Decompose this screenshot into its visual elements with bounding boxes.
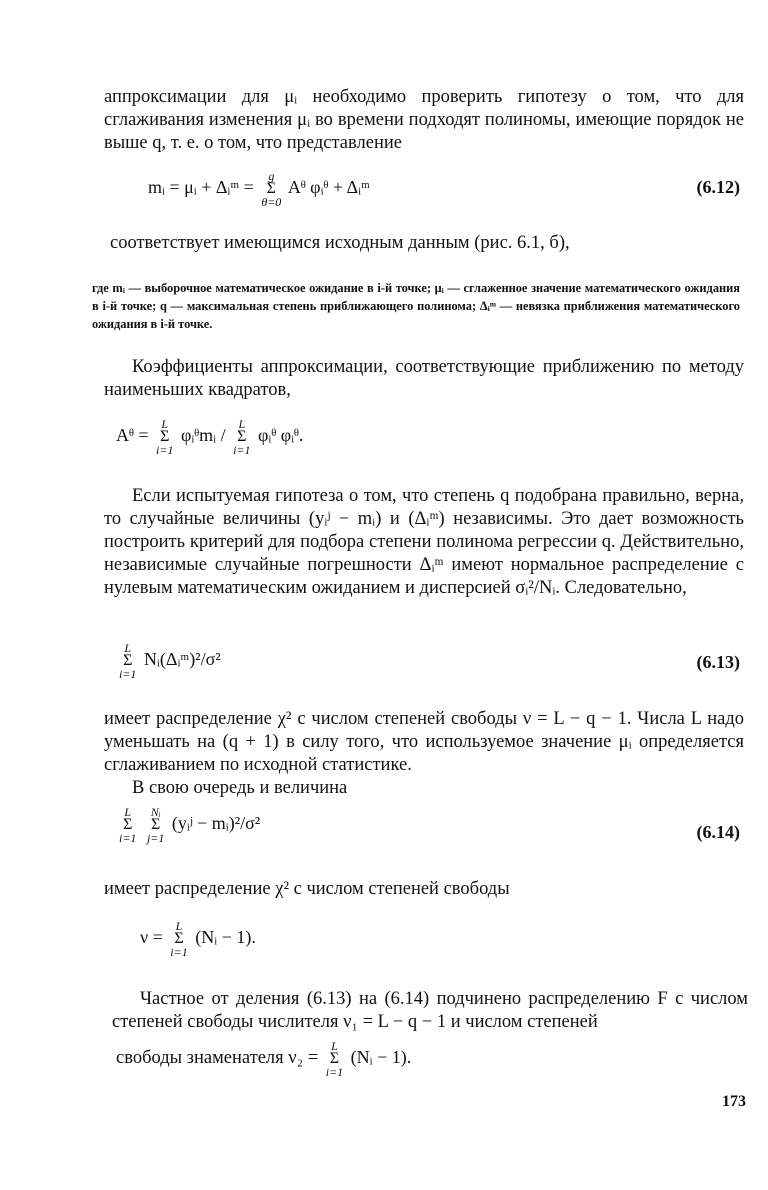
sum-symbol (156, 418, 173, 456)
equation-6-13 (116, 642, 221, 680)
equation-left: ν = (140, 927, 163, 948)
sum-lower-limit: i=1 (233, 443, 251, 457)
paragraph-text: имеет распределение χ² с числом степеней свободы ν = L − q − 1. Числа L надо уменьшать на (q + 1) в силу того, что используемое значение μᵢ определяется сглаживанием по исходной статистике. (104, 709, 744, 775)
sum-upper-limit: L (175, 919, 183, 933)
equation-body: (Nᵢ − 1). (195, 927, 256, 948)
sum-symbol (119, 642, 136, 680)
sigma-glyph: Σ (329, 1050, 340, 1067)
coefficient-formula (116, 418, 303, 456)
nu2-formula (116, 1040, 411, 1078)
paragraph-coefficients (104, 356, 744, 402)
paragraph-hypothesis (104, 485, 744, 600)
sum-upper-limit: L (331, 1039, 338, 1053)
equation-left: Aᶿ = (116, 425, 149, 446)
sigma-glyph: Σ (174, 930, 184, 947)
equation-body: (yᵢʲ − mᵢ)²/σ² (171, 813, 261, 834)
sum-symbol (233, 418, 250, 456)
sum-lower-limit: i=1 (119, 667, 137, 681)
equation-6-14 (116, 806, 260, 844)
sum-symbol (147, 806, 164, 844)
paragraph-text: Если испытуемая гипотеза о том, что степень q подобрана правильно, верна, то случайные величины (yᵢʲ − mᵢ) и (Δᵢᵐ) независимы. Это дает возможность построить критерий для подбора степени полинома регрессии q. Действительно, независимые случайные погрешности Δᵢᵐ имеют нормальное распределение с нулевым математическим ожиданием и дисперсией σᵢ²/Nᵢ. Следовательно, (104, 486, 744, 598)
sum-lower-limit: i=1 (170, 945, 188, 959)
sum-lower-limit: i=1 (119, 831, 137, 845)
sum-lower-limit: i=1 (325, 1065, 344, 1079)
equation-body: (Nᵢ − 1). (350, 1047, 412, 1068)
sum-upper-limit: g (268, 169, 275, 183)
paragraph-text: свободы знаменателя ν₂ = (116, 1048, 319, 1069)
equation-middle: φᵢᶿmᵢ / (180, 425, 226, 446)
sum-lower-limit: θ=0 (261, 195, 282, 209)
paragraph-chi-square (104, 708, 744, 800)
equation-6-12 (148, 170, 370, 208)
sum-upper-limit: L (238, 417, 246, 431)
paragraph-f-distribution (112, 988, 748, 1034)
sum-upper-limit: L (124, 641, 132, 655)
paragraph-text: аппроксимации для μᵢ необходимо проверить гипотезу о том, что для сглаживания изменения μᵢ во времени подходят полиномы, имеющие порядок не выше q, т. е. о том, что представление (104, 87, 744, 153)
paragraph-intro (104, 86, 744, 155)
sum-lower-limit: j=1 (146, 831, 165, 845)
sum-symbol (261, 170, 281, 208)
equation-number: (6.12) (696, 177, 740, 197)
sum-symbol (326, 1040, 343, 1078)
sum-symbol (170, 920, 187, 958)
paragraph-degrees (104, 878, 744, 901)
sigma-glyph: Σ (266, 180, 276, 197)
sigma-glyph: Σ (160, 428, 170, 445)
sigma-glyph: Σ (151, 816, 161, 833)
sigma-glyph: Σ (123, 816, 133, 833)
sigma-glyph: Σ (237, 428, 247, 445)
sum-lower-limit: i=1 (156, 443, 174, 457)
nu-formula (140, 920, 256, 958)
paragraph-text: соответствует имеющимся исходным данным (рис. 6.1, б), (110, 233, 570, 253)
equation-right: Aᶿ φᵢᶿ + Δᵢᵐ (287, 177, 370, 198)
equation-left: mᵢ = μᵢ + Δᵢᵐ = (148, 177, 254, 198)
paragraph-text: имеет распределение χ² с числом степеней свободы (104, 879, 510, 899)
sum-upper-limit: Nᵢ (150, 805, 161, 819)
sum-upper-limit: L (124, 805, 132, 819)
paragraph-text: В свою очередь и величина (132, 778, 348, 798)
footnote (92, 279, 740, 333)
sum-upper-limit: L (161, 417, 169, 431)
equation-number: (6.14) (696, 822, 740, 842)
paragraph-text: Частное от деления (6.13) на (6.14) подчинено распределению F с числом степеней свободы числителя ν₁ = L − q − 1 и числом степеней (112, 989, 748, 1032)
page-number: 173 (722, 1093, 746, 1110)
sigma-glyph: Σ (123, 652, 133, 669)
equation-right: φᵢᶿ φᵢᶿ. (258, 425, 304, 446)
sum-symbol (119, 806, 136, 844)
footnote-text: где mᵢ — выборочное математическое ожидание в i-й точке; μᵢ — сглаженное значение математического ожидания в i-й точке; q — максимальная степень приближающего полинома; Δᵢᵐ — невязка приближения математического ожидания в i-й точке. (92, 281, 740, 331)
equation-body: Nᵢ(Δᵢᵐ)²/σ² (143, 649, 221, 670)
equation-number: (6.13) (696, 652, 740, 672)
paragraph-text: Коэффициенты аппроксимации, соответствующие приближению по методу наименьших квадратов, (104, 357, 744, 400)
paragraph-correspondence (110, 232, 750, 255)
